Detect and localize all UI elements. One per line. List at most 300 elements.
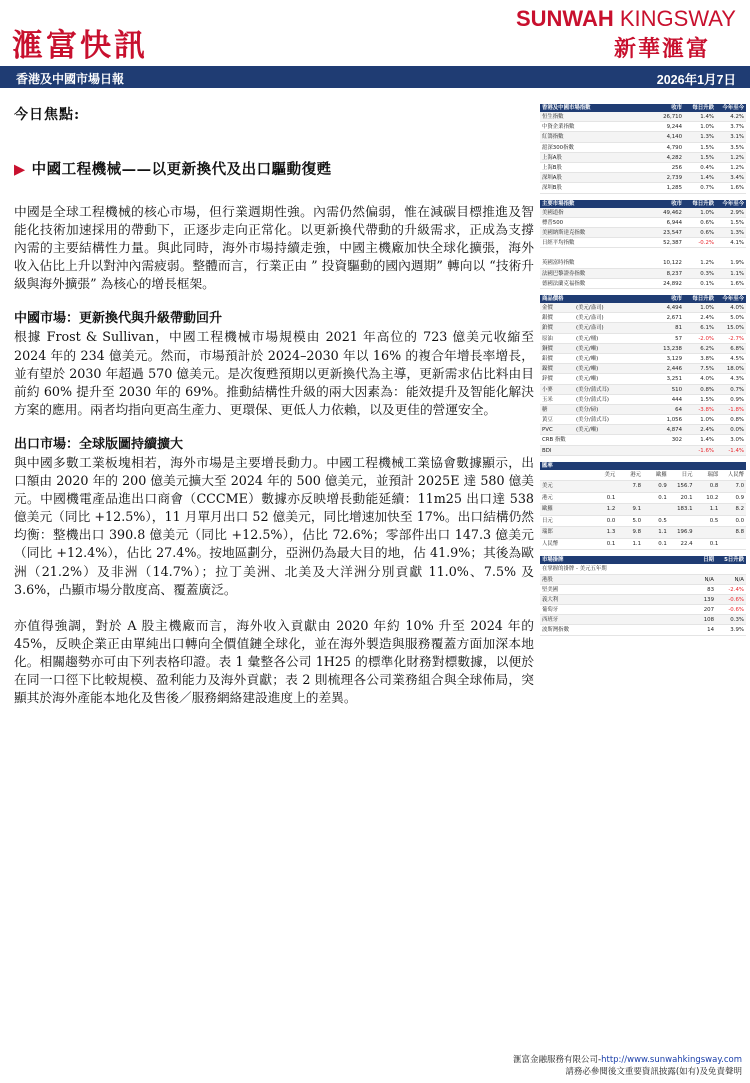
fx-rate: 9.1 — [632, 506, 642, 513]
header-cell: 每日升跌 — [692, 105, 714, 111]
fx-header-cell: 日元 — [681, 471, 693, 478]
fx-rate: 0.5 — [658, 517, 667, 524]
table-row — [540, 364, 746, 374]
table-row — [540, 446, 746, 456]
table-body — [540, 481, 746, 550]
table-row — [540, 163, 746, 173]
table-header — [540, 295, 746, 303]
fx-header-row — [540, 470, 746, 482]
ytd-change: 1.2% — [730, 154, 744, 161]
close-value — [630, 446, 682, 455]
table-row — [540, 303, 746, 313]
item-name: 西班牙 — [542, 617, 559, 624]
currency-name: 瑞郎 — [542, 529, 553, 536]
fx-row — [540, 493, 746, 505]
table-body — [540, 112, 746, 194]
index-name: 滬深300指數 — [542, 144, 574, 151]
header-cell: 今年至今 — [722, 296, 744, 302]
table-body — [540, 303, 746, 456]
daily-change: -2.0% — [698, 335, 714, 342]
paragraph-export-market: 與中國多數工業板塊相若，海外市場是主要增長動力。中國工程機械工業協會數據顯示，出口額由 2020 年的 200 億美元擴大至 2024 年的 500 億美元，並預計 2025E 達 580 億美元。中國機電產品進出口商會（CCCME）數據亦反映增長動能延續：11m25 出口達 538 億美元（同比 +12.5%），11 月單月出口 52 億美元，同比增速加快至 17%。出口結構仍然均衡：整機出口 390.8 億美元（同比 +12.5%），佔比 72.6%；零部件出口 147.3 億美元（同比 +12.4%），佔比 27.4%。按地區劃分，亞洲仍為最大目的地，佔 41.9%；其後為歐洲（21.2%）及非洲（14.7%）；拉丁美洲、北美及大洋洲分別貢獻 11.0%、7.5% 及 3.6%，凸顯市場分散度高、覆蓋廣泛。 — [14, 454, 534, 597]
table-header — [540, 556, 746, 564]
commodity-unit — [576, 435, 630, 444]
table-row — [540, 218, 746, 228]
table-row — [540, 595, 746, 605]
table-row — [540, 405, 746, 415]
section-label: 今日焦點: — [14, 107, 81, 123]
fx-rate — [615, 493, 641, 504]
fx-row — [540, 481, 746, 493]
currency-name: 人民幣 — [542, 540, 559, 547]
commodity-unit: (美分/磅) — [576, 406, 599, 413]
market-data-sidebar — [540, 104, 746, 642]
table-row — [540, 435, 746, 445]
ytd-change: 1.6% — [730, 280, 744, 287]
daily-change: 6.1% — [700, 325, 714, 332]
table-row — [540, 173, 746, 183]
table-row — [540, 183, 746, 193]
daily-change: 1.5% — [700, 154, 714, 161]
report-name: 香港及中國市場日報 — [16, 72, 125, 86]
commodity-name: PVC — [542, 427, 553, 434]
fx-rate: 1.1 — [709, 506, 719, 513]
daily-change: 1.4% — [700, 114, 714, 120]
triangle-icon: ▶ — [14, 162, 26, 178]
daily-change: 0.4% — [700, 164, 714, 171]
table-row — [540, 354, 746, 364]
fx-rate: 0.1 — [658, 494, 667, 501]
daily-change: 1.2% — [700, 260, 714, 267]
table-row — [540, 153, 746, 163]
daily-change: 0.8% — [700, 386, 714, 393]
fx-header-cell: 歐羅 — [655, 471, 667, 478]
commodity-name: 鎳價 — [542, 366, 553, 373]
item-value: 108 — [703, 617, 714, 624]
row-gap — [540, 248, 746, 258]
header-cell: 5日升跌 — [724, 557, 744, 564]
currency-name: 歐羅 — [542, 506, 553, 513]
fx-rate — [693, 527, 719, 538]
ytd-change: 3.1% — [730, 134, 744, 141]
item-change: 3.9% — [730, 627, 744, 634]
close-value: 57 — [675, 335, 682, 342]
index-name: 德國法蘭克福指數 — [542, 280, 586, 287]
commodity-name: 黃豆 — [542, 417, 553, 424]
index-name: 上海A股 — [542, 154, 562, 161]
index-name: 美國納斯達克指數 — [542, 229, 586, 236]
table-row — [540, 313, 746, 323]
ytd-change: -1.8% — [728, 406, 744, 413]
brand-en-part1: SUNWAH — [515, 6, 614, 31]
currency-name: 日元 — [542, 517, 553, 524]
header-cell: 市場掛牌 — [542, 557, 564, 564]
close-value: 444 — [671, 396, 682, 403]
table-row — [540, 395, 746, 405]
header-cell: 每日升跌 — [692, 200, 714, 207]
table-row — [540, 415, 746, 425]
fx-rate: 5.0 — [632, 517, 642, 524]
fx-header-cell: 瑞郎 — [707, 471, 719, 478]
fx-rate: 7.8 — [632, 483, 642, 490]
fx-rate: 8.2 — [735, 506, 745, 513]
index-name: 英國富時指數 — [542, 260, 575, 267]
daily-change: 4.0% — [700, 376, 714, 383]
fx-rate: 0.5 — [709, 517, 719, 524]
ytd-change: 1.9% — [730, 260, 744, 267]
daily-change: 1.0% — [700, 305, 714, 311]
table-row — [540, 323, 746, 333]
table-header — [540, 200, 746, 208]
close-value: 4,282 — [666, 154, 682, 161]
fx-rate: 183.1 — [677, 506, 693, 513]
daily-change: 7.5% — [700, 366, 714, 373]
fx-rate: 0.1 — [606, 494, 616, 501]
commodity-name: 銅價 — [542, 345, 553, 352]
item-name: 義大利 — [542, 596, 559, 603]
ytd-change: -1.4% — [728, 447, 744, 454]
table-row — [540, 615, 746, 625]
close-value: 4,494 — [666, 305, 682, 311]
fx-rate — [667, 516, 693, 527]
ytd-change: 3.7% — [730, 124, 744, 131]
ytd-change: 1.1% — [730, 270, 744, 277]
commodity-unit: (美元/噸) — [576, 355, 599, 362]
fx-rate: 0.0 — [606, 517, 616, 524]
header-cell: 收市 — [671, 296, 682, 302]
commodity-unit: (美分/蒲式耳) — [576, 417, 609, 424]
fx-rate: 156.7 — [677, 483, 693, 490]
header-cell: 香港及中國市場指數 — [542, 105, 591, 111]
footer-company-line — [513, 1054, 742, 1066]
close-value: 64 — [675, 406, 682, 413]
close-value: 510 — [671, 386, 682, 393]
daily-change: 1.0% — [700, 209, 714, 216]
ytd-change: 2.9% — [730, 209, 744, 216]
header-cell: 今年至今 — [722, 200, 744, 207]
ytd-change: 3.5% — [730, 144, 744, 151]
daily-change: 3.8% — [700, 355, 714, 362]
item-change: N/A — [734, 576, 744, 583]
item-change: -2.4% — [728, 586, 744, 593]
close-value: 26,710 — [663, 114, 682, 120]
footer-disclaimer: 請務必參閱後文重要資訊披露(如有)及免責聲明 — [565, 1067, 742, 1077]
fx-rate — [590, 481, 616, 492]
close-value: 49,462 — [663, 209, 682, 216]
index-name: 日經平均指數 — [542, 240, 575, 247]
ytd-change: 3.4% — [730, 175, 744, 182]
ytd-change: 1.5% — [730, 219, 744, 226]
commodity-unit: (美分/蒲式耳) — [576, 386, 609, 393]
daily-change: 1.5% — [700, 144, 714, 151]
close-value: 3,251 — [666, 376, 682, 383]
item-value: 83 — [707, 586, 714, 593]
table-row — [540, 258, 746, 268]
close-value: 9,244 — [666, 124, 682, 131]
fx-rate: 9.8 — [632, 529, 642, 536]
item-change: -0.6% — [728, 607, 744, 614]
fx-rate: 0.1 — [606, 540, 616, 547]
close-value: 10,122 — [663, 260, 682, 267]
ytd-change: 1.2% — [730, 164, 744, 171]
commodity-name: 鋅價 — [542, 376, 553, 383]
header-cell: 商品價格 — [542, 296, 564, 302]
commodity-unit: (美元/盎司) — [576, 315, 604, 322]
daily-change: 1.4% — [700, 175, 714, 182]
table-row — [540, 374, 746, 384]
table-row — [540, 238, 746, 248]
table-row — [540, 228, 746, 238]
daily-change: 1.5% — [700, 396, 714, 403]
commodity-unit — [576, 446, 630, 455]
commodity-unit: (美元/盎司) — [576, 305, 604, 311]
table-row — [540, 625, 746, 635]
commodity-unit: (美元/盎司) — [576, 325, 604, 332]
close-value: 2,446 — [666, 366, 682, 373]
index-name: 上海B股 — [542, 164, 562, 171]
global-index-table — [540, 200, 746, 290]
currency-name: 港元 — [542, 494, 553, 501]
table-header — [540, 462, 746, 470]
fx-rate: 196.9 — [677, 529, 693, 536]
item-change: -0.6% — [728, 596, 744, 603]
index-name: 法國巴黎證券指數 — [542, 270, 586, 277]
paragraph-china-market: 根據 Frost & Sullivan，中國工程機械市場規模由 2021 年高位的 723 億美元收縮至 2024 年的 234 億美元。然而，市場預計於 2024–2030 年以 16% 的複合年增長率增長，並有望於 2030 年超過 570 億美元。是次復甦預期以更新換代為主導，更新需求佔比料由目前約 60% 提升至 2030 年的 69%。推動結構性升級的兩大因素為：能效提升及智能化解決方案的應用。兩者均指向更高生產力、更環保、更低人力依賴，以及更佳的營運安全。 — [14, 329, 534, 417]
fx-rate: 10.2 — [706, 494, 719, 501]
close-value: 1,056 — [666, 417, 682, 424]
fx-rate: 1.3 — [606, 529, 616, 536]
item-value: N/A — [704, 576, 714, 583]
brand-logo-en — [516, 6, 736, 32]
index-name: 標普500 — [542, 219, 564, 226]
fx-header-cell: 港元 — [630, 471, 642, 478]
close-value: 302 — [671, 437, 682, 444]
paragraph-overseas-revenue: 亦值得強調，對於 A 股主機廠而言，海外收入貢獻由 2020 年約 10% 升至 2024 年的 45%，反映企業正由單純出口轉向全價值鏈全球化，並在海外製造與服務覆蓋方面加深本地化。相關趨勢亦可由下列表格印證。表 1 彙整各公司 1H25 的標準化財務對標數據，以便於在同一口徑下比較規模、盈利能力及海外貢獻；表 2 則梳理各公司業務組合與全球佈局，突顯其於海外產能本地化及售後／服務網絡建設進度上的差異。 — [14, 617, 534, 706]
fx-header-cell — [542, 470, 590, 481]
commodity-name: 金價 — [542, 305, 553, 311]
table-row — [540, 122, 746, 132]
commodity-name: BDI — [542, 447, 552, 454]
item-value: 14 — [707, 627, 714, 634]
fx-rate: 1.1 — [658, 529, 667, 536]
item-change: 0.3% — [730, 617, 744, 624]
currency-name: 美元 — [542, 483, 553, 490]
subheading-china-market: 中國市場：更新換代與升級帶動回升 — [14, 311, 223, 327]
fx-table — [540, 462, 746, 551]
close-value: 6,944 — [666, 219, 682, 226]
header-cell: 日期 — [703, 557, 714, 564]
report-date: 2026年1月7日 — [656, 73, 736, 87]
ytd-change: -2.7% — [728, 335, 744, 342]
fx-rate: 1.1 — [632, 540, 642, 547]
close-value: 4,790 — [666, 144, 682, 151]
ytd-change: 6.8% — [730, 345, 744, 352]
item-name: 港股 — [542, 576, 553, 583]
table-row — [540, 585, 746, 595]
commodity-unit: (美分/蒲式耳) — [576, 396, 609, 403]
ytd-change: 4.3% — [730, 376, 744, 383]
fx-header-cell: 美元 — [604, 471, 616, 478]
close-value: 4,140 — [666, 134, 682, 141]
commodity-name: 小麥 — [542, 386, 553, 393]
index-name: 紅籌指數 — [542, 134, 564, 141]
item-value: 139 — [703, 596, 714, 603]
header-cell: 每日升跌 — [692, 296, 714, 302]
table-row — [540, 132, 746, 142]
daily-change: 0.6% — [700, 229, 714, 236]
table-body — [540, 208, 746, 290]
close-value: 52,387 — [663, 240, 682, 247]
ytd-change: 4.5% — [730, 355, 744, 362]
listing-table — [540, 556, 746, 635]
commodity-name: 銀價 — [542, 315, 553, 322]
daily-change: 0.7% — [700, 185, 714, 192]
daily-change: 1.0% — [700, 124, 714, 131]
daily-change: 1.4% — [700, 437, 714, 444]
item-value: 207 — [703, 607, 714, 614]
daily-change: 2.4% — [700, 315, 714, 322]
close-value: 81 — [675, 325, 682, 332]
table-row — [540, 385, 746, 395]
table-row — [540, 208, 746, 218]
table-row — [540, 279, 746, 289]
commodity-name: 鉑價 — [542, 325, 553, 332]
commodity-unit: (美元/桶) — [576, 335, 599, 342]
commodity-name: CRB 指數 — [542, 437, 566, 444]
daily-change: -0.2% — [698, 240, 714, 247]
commodity-unit: (美元/噸) — [576, 366, 599, 373]
index-name: 深圳A股 — [542, 175, 562, 182]
ytd-change: 1.3% — [730, 229, 744, 236]
close-value: 23,547 — [663, 229, 682, 236]
header-cell: 收市 — [671, 200, 682, 207]
daily-change: -1.6% — [698, 447, 714, 454]
table-body — [540, 575, 746, 636]
ytd-change: 5.0% — [730, 315, 744, 322]
table-row — [540, 575, 746, 585]
fx-row — [540, 504, 746, 516]
index-name: 美國道指 — [542, 209, 564, 216]
close-value: 256 — [671, 164, 682, 171]
table-row — [540, 425, 746, 435]
fx-row — [540, 539, 746, 551]
footer — [513, 1054, 742, 1078]
fx-rate: 0.9 — [658, 483, 667, 490]
fx-rate: 1.2 — [606, 506, 616, 513]
close-value: 1,285 — [666, 185, 682, 192]
ytd-change: 3.0% — [730, 437, 744, 444]
daily-change: 2.4% — [700, 427, 714, 434]
header-cell: 今年至今 — [722, 105, 744, 111]
fx-row — [540, 516, 746, 528]
index-name: 深圳B股 — [542, 185, 562, 192]
table-row — [540, 143, 746, 153]
table-row — [540, 269, 746, 279]
ytd-change: 4.2% — [730, 114, 744, 120]
daily-change: 0.3% — [700, 270, 714, 277]
daily-change: 1.0% — [700, 417, 714, 424]
commodity-table — [540, 295, 746, 456]
table-row — [540, 605, 746, 615]
ytd-change: 1.6% — [730, 185, 744, 192]
index-name: 恒生指數 — [542, 114, 564, 120]
fx-rate — [718, 539, 744, 550]
footer-website-link[interactable]: http://www.sunwahkingsway.com — [601, 1055, 742, 1065]
item-name: 葡萄牙 — [542, 607, 559, 614]
close-value: 8,237 — [666, 270, 682, 277]
commodity-name: 糖 — [542, 406, 548, 413]
fx-rate: 8.8 — [735, 529, 745, 536]
fx-rate — [641, 504, 667, 515]
fx-rate: 22.4 — [680, 540, 693, 547]
daily-change: 0.1% — [700, 280, 714, 287]
commodity-name: 原油 — [542, 335, 553, 342]
article-title — [14, 158, 534, 179]
footer-company: 滙富金融服務有限公司- — [513, 1055, 602, 1065]
table-row — [540, 112, 746, 122]
daily-change: -3.8% — [698, 406, 714, 413]
ytd-change: 4.0% — [730, 305, 744, 311]
hk-china-index-table — [540, 104, 746, 194]
close-value: 24,892 — [663, 280, 682, 287]
fx-header-cell: 人民幣 — [727, 471, 745, 478]
ytd-change: 0.9% — [730, 396, 744, 403]
fx-rate: 7.0 — [735, 483, 745, 490]
brand-en-part2: KINGSWAY — [613, 6, 736, 31]
commodity-unit: (美元/噸) — [576, 376, 599, 383]
daily-change: 0.6% — [700, 219, 714, 226]
close-value: 4,874 — [666, 427, 682, 434]
newsletter-title: 滙富快訊 — [12, 28, 148, 64]
main-article — [14, 104, 534, 707]
subheading-export-market: 出口市場：全球版圖持續擴大 — [14, 436, 184, 452]
fx-rate: 0.0 — [735, 517, 745, 524]
fx-rate: 0.8 — [709, 483, 719, 490]
ytd-change: 15.0% — [726, 325, 744, 332]
ytd-change: 0.0% — [730, 427, 744, 434]
fx-row — [540, 527, 746, 539]
masthead — [0, 0, 750, 66]
intro-paragraph: 中國是全球工程機械的核心市場，但行業週期性強。內需仍然偏弱，惟在減碳目標推進及智能化技術加速採用的帶動下，正逐步走向正常化。以更新換代帶動的升級需求，正成為支撐內需的主要結構性力量。與此同時，海外市場持續走強，中國主機廠加快全球化擴張，海外收入佔比上升以對沖內需疲弱。整體而言，行業正由 ” 投資驅動的國內週期” 轉向以 “技術升級與海外擴張” 為核心的增長框架。 — [14, 204, 534, 292]
fx-rate: 20.1 — [680, 494, 693, 501]
ytd-change: 18.0% — [726, 366, 744, 373]
header-cell: 主要市場指數 — [542, 200, 575, 207]
brand-logo-zh: 新華滙富 — [613, 36, 710, 62]
table-row — [540, 334, 746, 344]
ytd-change: 0.7% — [730, 386, 744, 393]
fx-rate: 0.1 — [658, 540, 667, 547]
item-name: 波斯灣指數 — [542, 627, 569, 634]
fx-title: 匯率 — [542, 462, 553, 469]
index-name: 中資企業指數 — [542, 124, 575, 131]
banner — [0, 66, 750, 88]
commodity-name: 玉米 — [542, 396, 553, 403]
close-value: 2,671 — [666, 315, 682, 322]
close-value: 13,238 — [663, 345, 682, 352]
article-title-text: 中國工程機械——以更新換代及出口驅動復甦 — [31, 161, 332, 178]
ytd-change: 4.1% — [730, 240, 744, 247]
ytd-change: 0.8% — [730, 417, 744, 424]
commodity-unit: (美元/噸) — [576, 345, 599, 352]
daily-change: 6.2% — [700, 345, 714, 352]
item-name: 堅美國 — [542, 586, 559, 593]
commodity-name: 鋁價 — [542, 355, 553, 362]
table-subheader: 在掌握的掛牌 - 美元五年期 — [540, 564, 746, 574]
table-header — [540, 104, 746, 112]
daily-change: 1.3% — [700, 134, 714, 141]
commodity-unit: (美元/噸) — [576, 427, 599, 434]
close-value: 3,129 — [666, 355, 682, 362]
close-value: 2,739 — [666, 175, 682, 182]
